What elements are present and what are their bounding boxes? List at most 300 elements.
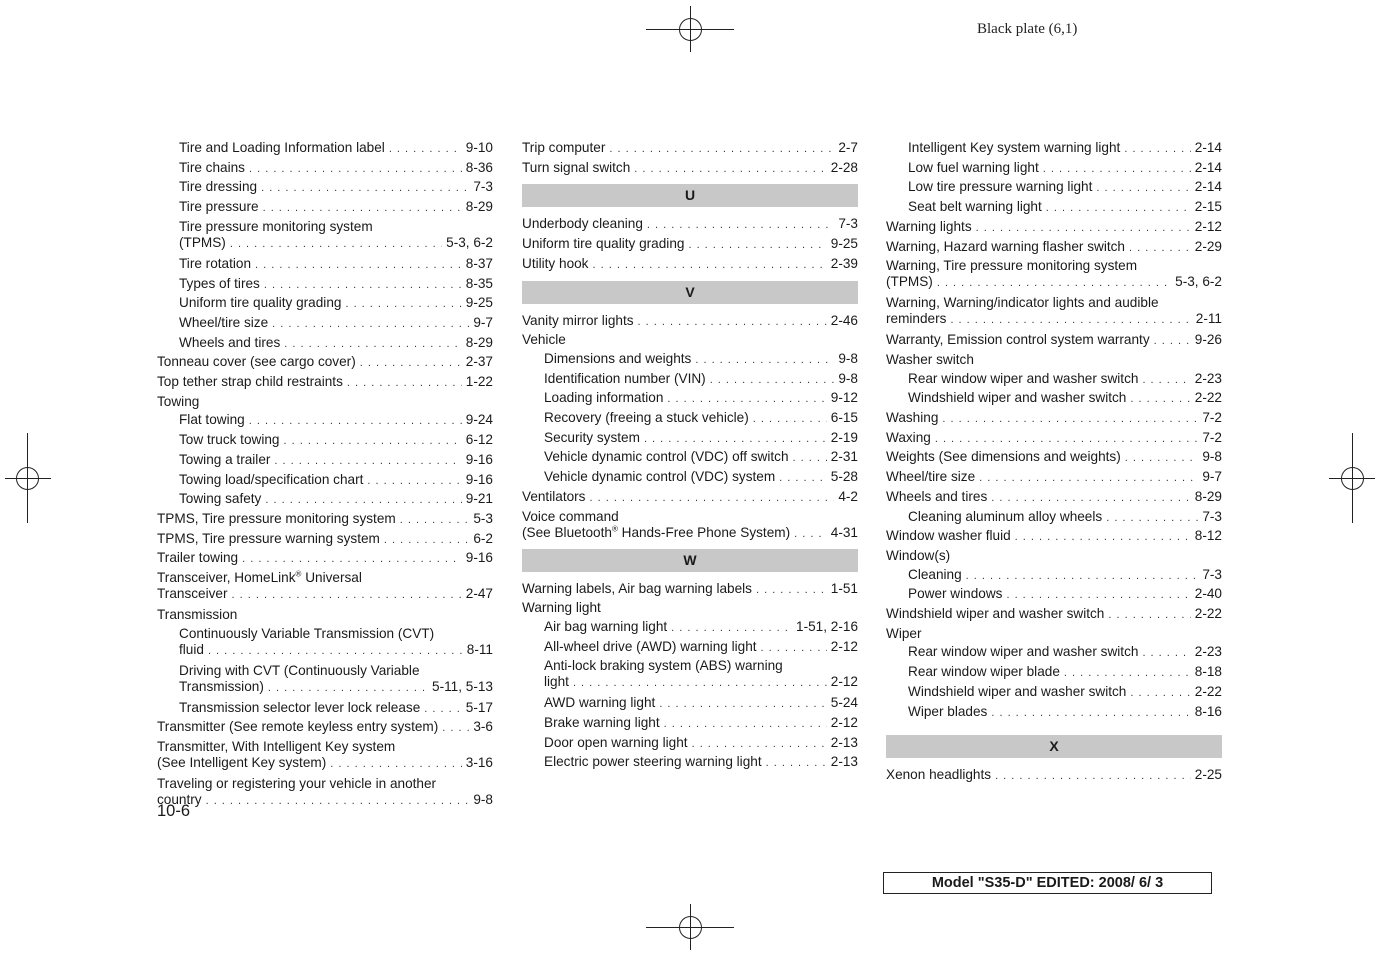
entry-page-ref: 2-14 (1194, 140, 1222, 155)
dot-leader (592, 256, 826, 275)
entry-term: Low tire pressure warning light (908, 179, 1093, 195)
index-entry (886, 409, 1222, 429)
entry-page-ref: 3-6 (473, 719, 493, 735)
entry-page-ref: 5-11, 5-13 (432, 678, 493, 694)
entry-term: Door open warning light (544, 734, 688, 750)
dot-leader (1006, 586, 1190, 605)
entry-term: Turn signal switch (522, 159, 631, 175)
entry-page-ref: 9-8 (1202, 449, 1222, 465)
index-entry (157, 549, 493, 569)
entry-term: Types of tires (179, 275, 260, 291)
dot-leader (1106, 509, 1198, 528)
entry-term: Washing (886, 410, 939, 426)
entry-term: Transmission) (179, 678, 264, 694)
entry-term: Intelligent Key system warning light (908, 140, 1121, 155)
plate-label: Black plate (6,1) (977, 21, 1078, 37)
entry-term: Trip computer (522, 140, 606, 155)
entry-term: Uniform tire quality grading (179, 295, 342, 311)
index-entry-multiline (157, 569, 493, 604)
entry-page-ref: 3-16 (465, 755, 493, 771)
dot-leader (979, 469, 1198, 488)
index-entry (157, 353, 493, 373)
index-list-u (522, 215, 858, 274)
index-entry-multiline (157, 625, 493, 660)
entry-term-line: Traveling or registering your vehicle in another (157, 776, 437, 792)
index-heading: Window(s) (886, 547, 951, 563)
index-entry (157, 411, 493, 431)
entry-page-ref: 2-22 (1194, 606, 1222, 622)
dot-leader (573, 675, 827, 691)
index-entry (886, 331, 1222, 351)
entry-term: (TPMS) (886, 274, 933, 290)
index-entry (522, 255, 858, 275)
entry-page-ref: 9-8 (838, 370, 858, 386)
index-list-v (522, 312, 858, 543)
index-entry (157, 178, 493, 198)
entry-page-ref: 9-26 (1194, 332, 1222, 348)
dot-leader (1015, 528, 1191, 547)
dot-leader (688, 236, 826, 255)
index-entry (886, 448, 1222, 468)
dot-leader (589, 489, 834, 508)
entry-page-ref: 2-22 (1194, 390, 1222, 406)
index-entry (522, 674, 858, 691)
entry-page-ref: 5-24 (830, 695, 858, 711)
entry-term: light (544, 674, 569, 690)
dot-leader (284, 335, 462, 354)
entry-term: Seat belt warning light (908, 199, 1042, 215)
registered-mark: ® (295, 569, 302, 579)
index-entry (886, 139, 1222, 159)
index-entry (886, 683, 1222, 703)
entry-page-ref: 2-37 (465, 354, 493, 370)
registration-mark-left (5, 433, 51, 523)
index-entry (522, 409, 858, 429)
entry-page-ref: 5-17 (465, 699, 493, 715)
entry-term: Trailer towing (157, 550, 239, 566)
index-entry (886, 643, 1222, 663)
index-entry (522, 448, 858, 468)
entry-page-ref: 7-2 (1202, 410, 1222, 426)
entry-term: Underbody cleaning (522, 216, 643, 232)
entry-page-ref: 1-51 (830, 580, 858, 596)
entry-term: Brake warning light (544, 715, 660, 731)
entry-term: Tow truck towing (179, 432, 280, 448)
dot-leader (1130, 390, 1190, 409)
page-number: 10-6 (157, 802, 191, 820)
index-list-x (886, 766, 1222, 786)
entry-term: Weights (See dimensions and weights) (886, 449, 1121, 465)
entry-term: Power windows (908, 586, 1003, 602)
index-entry (886, 508, 1222, 528)
entry-term: Vehicle dynamic control (VDC) system (544, 469, 776, 485)
entry-term: TPMS, Tire pressure monitoring system (157, 510, 396, 526)
entry-term: Security system (544, 429, 640, 445)
entry-term: Tonneau cover (see cargo cover) (157, 354, 356, 370)
dot-leader (261, 179, 469, 198)
entry-page-ref: 2-19 (830, 429, 858, 445)
entry-page-ref: 8-35 (465, 275, 493, 291)
index-entry-multiline (157, 218, 493, 253)
entry-term: Tire and Loading Information label (179, 140, 385, 155)
entry-page-ref: 7-2 (1202, 429, 1222, 445)
dot-leader (1043, 160, 1191, 179)
section-header-v: V (522, 281, 858, 304)
entry-term: All-wheel drive (AWD) warning light (544, 638, 757, 654)
entry-term: Tire dressing (179, 179, 258, 195)
index-entry (157, 139, 493, 159)
index-entry (157, 471, 493, 491)
entry-term-line: Transmitter, With Intelligent Key system (157, 739, 396, 755)
index-entry (157, 642, 493, 659)
dot-leader (753, 410, 827, 429)
dot-leader (710, 371, 835, 390)
index-entry (886, 566, 1222, 586)
dot-leader (1125, 449, 1199, 468)
index-entry (157, 510, 493, 530)
index-entry (886, 198, 1222, 218)
index-column-2 (522, 139, 858, 773)
dot-leader (991, 704, 1190, 723)
dot-leader (264, 276, 462, 295)
entry-term-line: Tire pressure monitoring system (179, 218, 373, 234)
dot-leader (766, 754, 827, 773)
index-entry (522, 350, 858, 370)
entry-page-ref: 9-16 (465, 471, 493, 487)
entry-page-ref: 7-3 (1202, 566, 1222, 582)
dot-leader (230, 236, 442, 252)
dot-leader (1124, 140, 1190, 159)
dot-leader (942, 410, 1198, 429)
index-entry (157, 198, 493, 218)
model-edition-box: Model "S35-D" EDITED: 2008/ 6/ 3 (883, 872, 1212, 894)
entry-term: Transceiver (157, 586, 228, 602)
entry-page-ref: 6-15 (830, 410, 858, 426)
index-entry (522, 429, 858, 449)
entry-term: Warning, Hazard warning flasher switch (886, 238, 1125, 254)
dot-leader (208, 643, 463, 659)
registration-mark-top (646, 6, 734, 52)
index-entry (157, 314, 493, 334)
entry-page-ref: 2-28 (830, 159, 858, 175)
dot-leader (1129, 239, 1191, 258)
dot-leader (692, 735, 827, 754)
dot-leader (249, 412, 462, 431)
index-entry (886, 488, 1222, 508)
index-entry (522, 734, 858, 754)
dot-leader (937, 275, 1171, 291)
index-entry (157, 451, 493, 471)
index-list-w-continued (886, 139, 1222, 722)
entry-term: Tire chains (179, 159, 245, 175)
index-entry (157, 431, 493, 451)
entry-page-ref: 9-10 (465, 140, 493, 155)
index-entry (886, 178, 1222, 198)
index-entry-multiline (157, 662, 493, 697)
index-entry-multiline (157, 775, 493, 810)
index-entry (886, 766, 1222, 786)
index-entry (157, 490, 493, 510)
index-entry (157, 159, 493, 179)
entry-page-ref: 9-8 (473, 792, 493, 808)
dot-leader (794, 526, 827, 542)
entry-page-ref: 2-11 (1195, 311, 1222, 327)
dot-leader (384, 531, 469, 550)
entry-page-ref: 8-29 (1194, 488, 1222, 504)
entry-term: Xenon headlights (886, 767, 992, 783)
dot-leader (966, 567, 1199, 586)
index-entry (886, 218, 1222, 238)
dot-leader (1046, 199, 1191, 218)
entry-page-ref: 2-22 (1194, 683, 1222, 699)
entry-term: Windshield wiper and washer switch (908, 390, 1127, 406)
entry-term: reminders (886, 311, 947, 327)
entry-term: Ventilators (522, 488, 586, 504)
index-entry (522, 139, 858, 159)
index-entry (157, 792, 493, 809)
index-entry (886, 370, 1222, 390)
entry-page-ref: 8-16 (1194, 703, 1222, 719)
dot-leader (1142, 644, 1190, 663)
index-heading: Towing (157, 393, 200, 409)
dot-leader (1142, 371, 1190, 390)
entry-term: Warranty, Emission control system warranty (886, 332, 1150, 348)
entry-term: Wheel/tire size (179, 314, 269, 330)
dot-leader (756, 581, 827, 600)
entry-page-ref: 1-22 (465, 374, 493, 390)
entry-term: Cleaning (908, 566, 962, 582)
entry-term: Vanity mirror lights (522, 312, 634, 328)
entry-term: Transmitter (See remote keyless entry system) (157, 719, 439, 735)
dot-leader (1064, 664, 1191, 683)
entry-term-line: Driving with CVT (Continuously Variable (179, 662, 420, 678)
dot-leader (695, 351, 834, 370)
index-heading: Transmission (157, 607, 238, 623)
dot-leader (659, 695, 826, 714)
entry-page-ref: 2-14 (1194, 159, 1222, 175)
entry-term: Waxing (886, 429, 931, 445)
registration-mark-bottom (646, 904, 734, 950)
entry-term: Dimensions and weights (544, 350, 692, 366)
index-entry (522, 580, 858, 600)
registration-mark-right (1329, 433, 1375, 523)
entry-page-ref: 4-31 (830, 524, 858, 540)
entry-page-ref: 2-12 (830, 674, 858, 690)
index-entry (522, 753, 858, 773)
entry-page-ref: 8-11 (466, 641, 493, 657)
index-entry (522, 312, 858, 332)
dot-leader (1108, 606, 1190, 625)
dot-leader (360, 354, 462, 373)
entry-page-ref: 4-2 (838, 488, 858, 504)
index-heading: Wiper (886, 625, 922, 641)
index-entry (886, 527, 1222, 547)
dot-leader (424, 700, 462, 719)
entry-page-ref: 8-29 (465, 199, 493, 215)
entry-term: Wiper blades (908, 703, 988, 719)
section-header-w: W (522, 549, 858, 572)
entry-page-ref: 9-7 (473, 314, 493, 330)
index-entry (157, 235, 493, 252)
entry-page-ref: 1-51, 2-16 (796, 618, 858, 634)
index-list-w (522, 580, 858, 774)
entry-term: country (157, 792, 202, 808)
entry-page-ref: 7-3 (1202, 508, 1222, 524)
index-entry (157, 275, 493, 295)
dot-leader (400, 511, 470, 530)
entry-term-line: Continuously Variable Transmission (CVT) (179, 625, 435, 641)
index-heading: Washer switch (886, 351, 974, 367)
dot-leader (255, 256, 462, 275)
entry-term: Identification number (VIN) (544, 370, 706, 386)
index-entry (886, 605, 1222, 625)
dot-leader (991, 489, 1191, 508)
entry-page-ref: 8-29 (465, 334, 493, 350)
index-heading: Warning light (522, 600, 601, 616)
dot-leader (634, 160, 826, 179)
index-entry (522, 370, 858, 390)
entry-term-line: Warning, Tire pressure monitoring system (886, 258, 1138, 274)
index-entry (522, 468, 858, 488)
index-entry (886, 468, 1222, 488)
entry-page-ref: 2-39 (830, 255, 858, 271)
dot-leader (1154, 332, 1191, 351)
entry-page-ref: 2-15 (1194, 199, 1222, 215)
dot-leader (667, 390, 826, 409)
index-entry (522, 215, 858, 235)
entry-term: Tire rotation (179, 255, 252, 271)
entry-term-line: Anti-lock braking system (ABS) warning (544, 658, 783, 674)
index-entry-multiline (886, 294, 1222, 329)
entry-page-ref: 8-12 (1194, 528, 1222, 544)
dot-leader (442, 719, 469, 738)
entry-term-line: Transceiver, HomeLink® Universal (157, 569, 362, 586)
dot-leader (263, 199, 462, 218)
index-entry (886, 585, 1222, 605)
index-column-1 (157, 139, 493, 812)
dot-leader (779, 469, 827, 488)
index-entry (522, 488, 858, 508)
dot-leader (345, 295, 461, 314)
section-header-u: U (522, 184, 858, 207)
entry-page-ref: 2-29 (1194, 238, 1222, 254)
entry-page-ref: 7-3 (473, 179, 493, 195)
entry-page-ref: 2-40 (1194, 586, 1222, 602)
index-entry (157, 586, 493, 603)
entry-page-ref: 2-12 (830, 638, 858, 654)
entry-term: Recovery (freeing a stuck vehicle) (544, 410, 749, 426)
entry-term: Electric power steering warning light (544, 754, 762, 770)
entry-term: Flat towing (179, 412, 245, 428)
index-entry (522, 638, 858, 658)
entry-term: Uniform tire quality grading (522, 236, 685, 252)
dot-leader (995, 767, 1191, 786)
dot-leader (272, 315, 469, 334)
entry-term: Air bag warning light (544, 618, 668, 634)
dot-leader (232, 587, 462, 603)
index-entry (157, 718, 493, 738)
entry-page-ref: 2-12 (1194, 218, 1222, 234)
entry-page-ref: 2-25 (1194, 767, 1222, 783)
entry-page-ref: 2-13 (830, 734, 858, 750)
entry-page-ref: 9-12 (830, 390, 858, 406)
entry-term: Low fuel warning light (908, 159, 1039, 175)
entry-term: Utility hook (522, 255, 589, 271)
entry-page-ref: 5-3, 6-2 (446, 234, 493, 250)
index-entry (157, 255, 493, 275)
index-entry-multiline (522, 657, 858, 692)
entry-term: (TPMS) (179, 234, 226, 250)
index-entry (157, 334, 493, 354)
entry-term: Warning labels, Air bag warning labels (522, 580, 752, 596)
entry-page-ref: 2-31 (830, 449, 858, 465)
dot-leader (793, 449, 827, 468)
entry-term: Windshield wiper and washer switch (886, 606, 1105, 622)
dot-leader (268, 680, 428, 696)
entry-page-ref: 9-21 (465, 491, 493, 507)
entry-term: Rear window wiper blade (908, 664, 1060, 680)
index-entry (157, 373, 493, 393)
entry-page-ref: 2-46 (830, 312, 858, 328)
entry-term: Towing safety (179, 491, 262, 507)
index-entry-multiline (886, 257, 1222, 292)
entry-page-ref: 9-16 (465, 550, 493, 566)
dot-leader (647, 216, 834, 235)
entry-term: AWD warning light (544, 695, 656, 711)
index-entry-multiline (522, 508, 858, 543)
index-entry (522, 235, 858, 255)
index-entry (886, 389, 1222, 409)
entry-term: Towing load/specification chart (179, 471, 364, 487)
index-entry (522, 694, 858, 714)
dot-leader (761, 639, 827, 658)
index-entry (157, 679, 493, 696)
entry-page-ref: 5-3 (473, 510, 493, 526)
entry-term: Rear window wiper and washer switch (908, 370, 1139, 386)
index-entry (522, 618, 858, 638)
index-entry (886, 238, 1222, 258)
entry-term: (See Intelligent Key system) (157, 755, 327, 771)
dot-leader (664, 715, 827, 734)
entry-term: Vehicle dynamic control (VDC) off switch (544, 449, 789, 465)
entry-page-ref: 9-8 (838, 350, 858, 366)
entry-term: Tire pressure (179, 199, 259, 215)
dot-leader (206, 793, 470, 809)
entry-page-ref: 8-18 (1194, 664, 1222, 680)
dot-leader (638, 313, 827, 332)
entry-page-ref: 2-7 (838, 140, 858, 155)
entry-page-ref: 9-7 (1202, 469, 1222, 485)
dot-leader (367, 472, 461, 491)
dot-leader (609, 140, 834, 159)
index-entry (522, 525, 858, 542)
entry-page-ref: 2-23 (1194, 370, 1222, 386)
entry-term: Loading information (544, 390, 664, 406)
index-entry (886, 274, 1222, 291)
index-entry (886, 311, 1222, 328)
index-entry (522, 389, 858, 409)
index-entry (522, 159, 858, 179)
dot-leader (330, 756, 462, 772)
dot-leader (644, 430, 827, 449)
index-heading: Vehicle (522, 332, 566, 348)
entry-page-ref: 9-24 (465, 412, 493, 428)
entry-page-ref: 2-47 (465, 586, 493, 602)
dot-leader (1096, 179, 1190, 198)
entry-term-line: Warning, Warning/indicator lights and audible (886, 295, 1159, 311)
index-entry (157, 699, 493, 719)
dot-leader (242, 550, 462, 569)
